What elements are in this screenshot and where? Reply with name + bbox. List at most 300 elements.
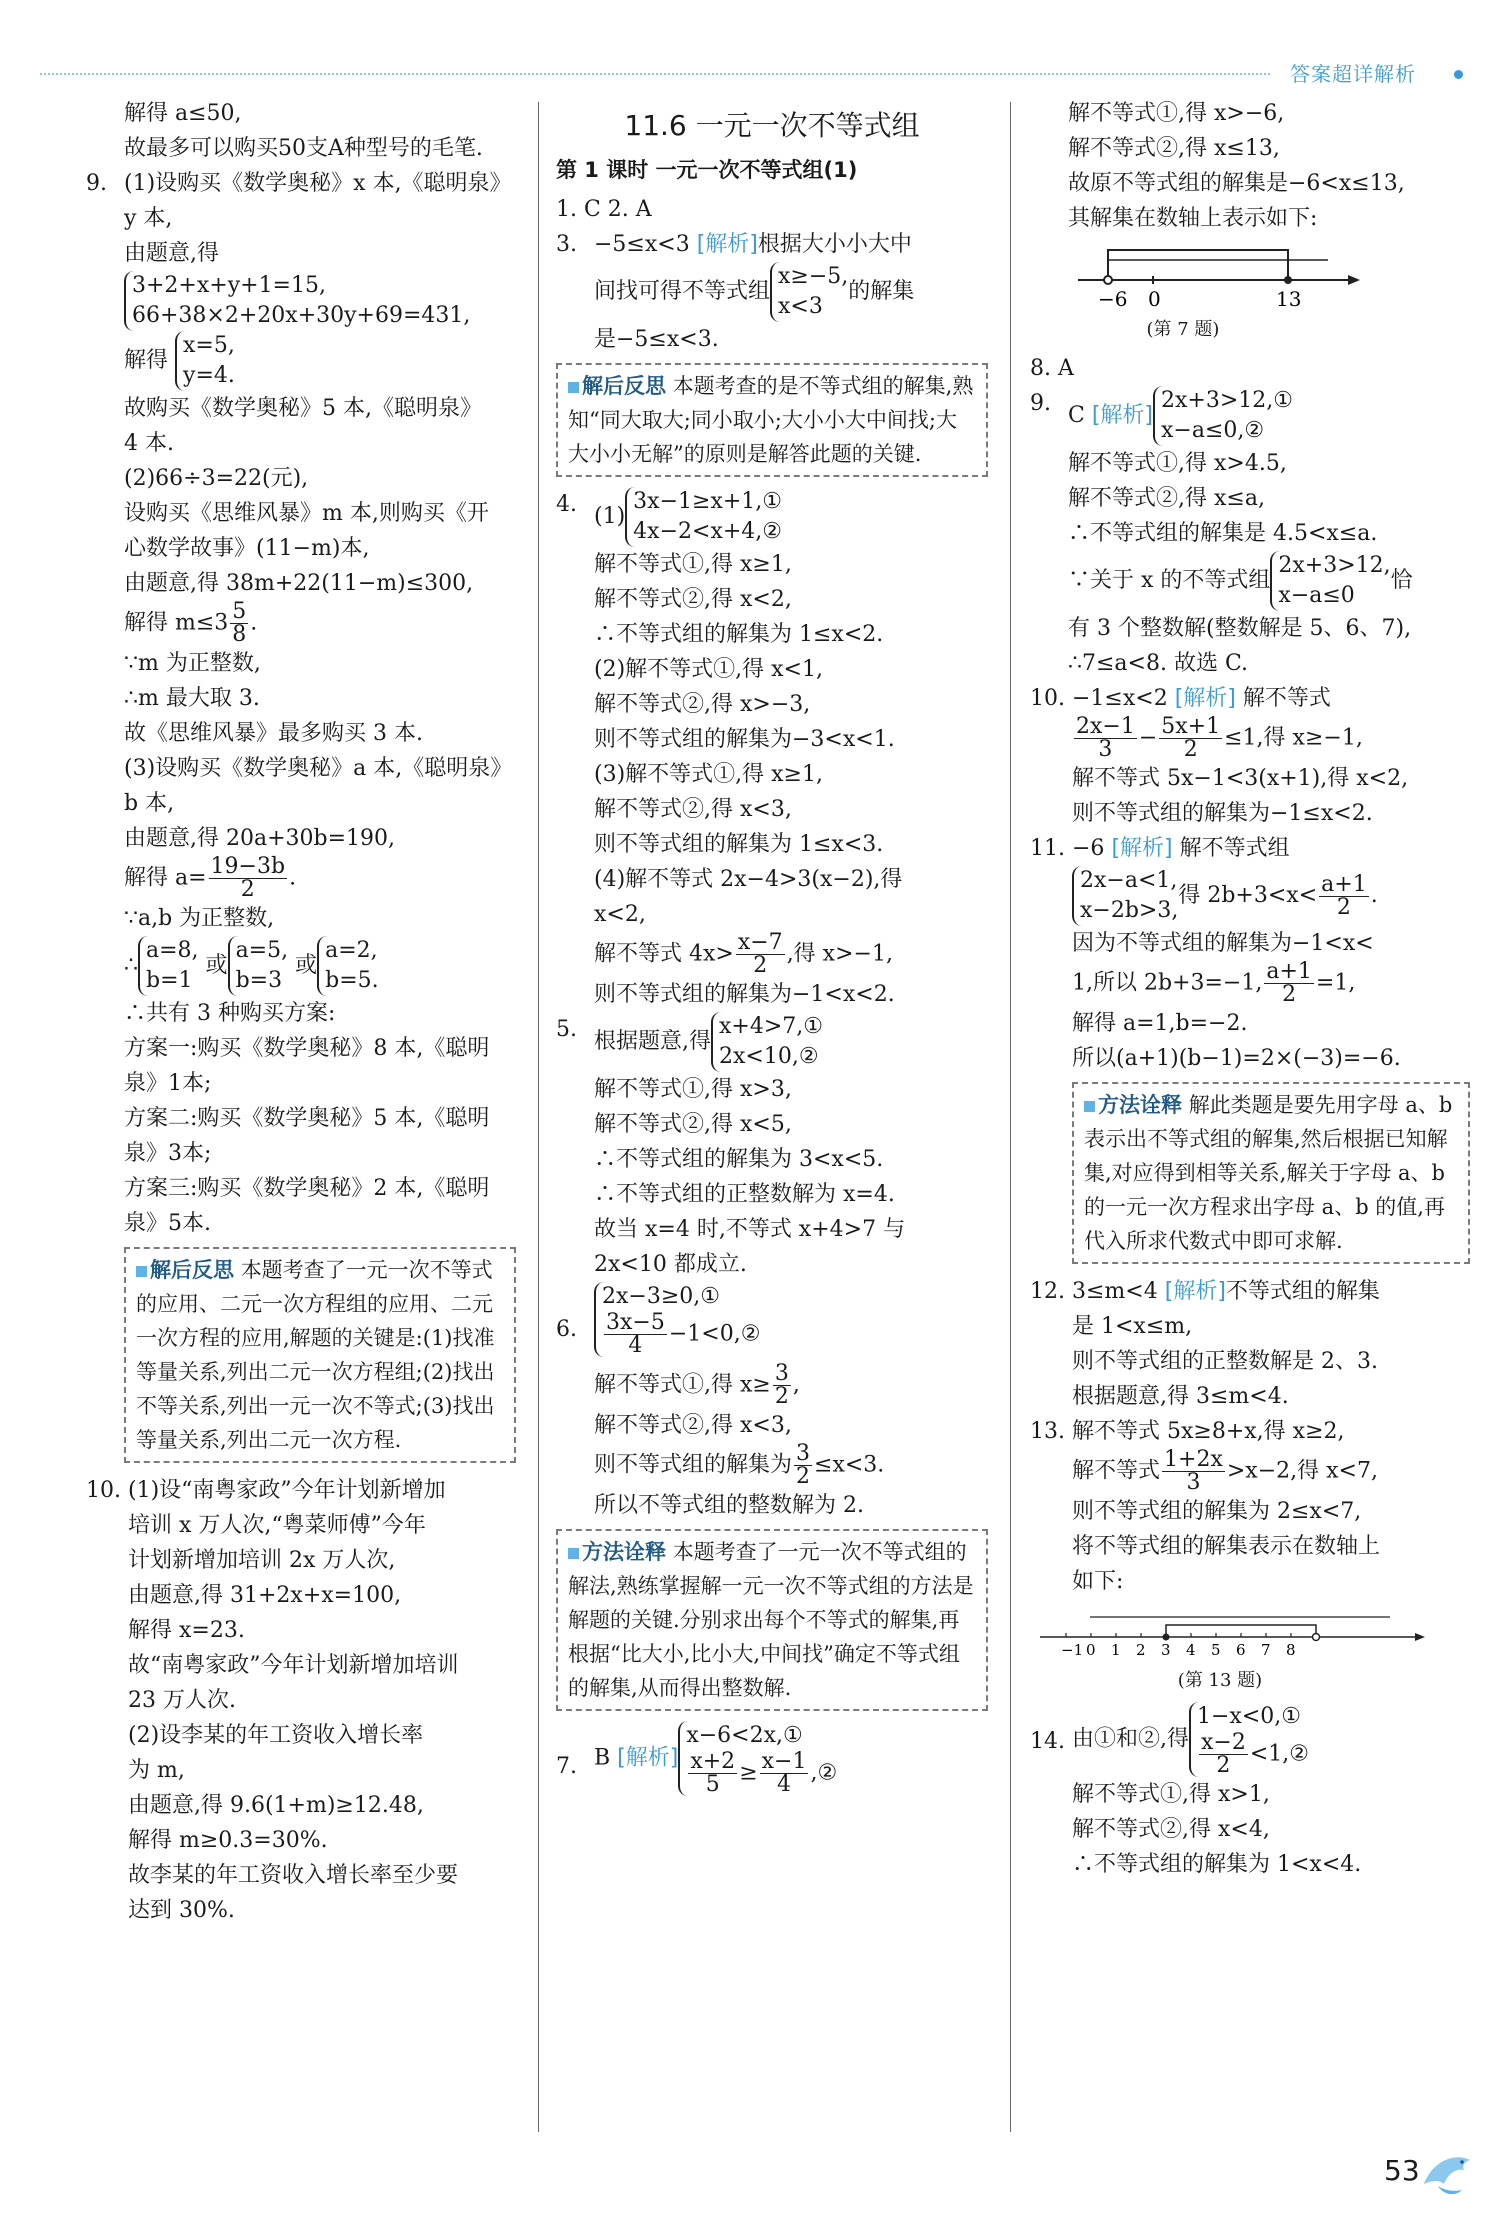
- question-11: [1030, 831, 1470, 1264]
- text: 解不等式组: [1179, 836, 1290, 861]
- text-line: [1072, 866, 1470, 926]
- text-line: [594, 487, 988, 547]
- equation: 3+2+x+y+1=15,: [132, 273, 326, 298]
- text-line: ∵a,b 为正整数,: [124, 906, 275, 931]
- text-line: 解得 m≤3 $\frac{5}{8}$ .: [124, 599, 258, 647]
- text-line: 方案三:购买《数学奥秘》2 本,《聪明: [124, 1176, 490, 1201]
- question-9: [1030, 386, 1470, 681]
- text-line: 解得 a≤50,: [124, 101, 242, 126]
- numerator: 5x+1: [1161, 714, 1221, 739]
- denominator: 2: [1282, 982, 1297, 1007]
- header-title: 答案超详解析: [1290, 62, 1416, 86]
- text-line: (3)设购买《数学奥秘》a 本,《聪明泉》: [124, 756, 513, 781]
- text: ∵关于 x 的不等式组: [1068, 568, 1271, 593]
- text-line: [1068, 386, 1470, 446]
- tick-label: 5: [1211, 1641, 1221, 1659]
- text-line: 由题意,得 38m+22(11−m)≤300,: [124, 571, 474, 596]
- question-10: [1030, 681, 1470, 831]
- inequality-system: [625, 487, 782, 547]
- text-line: 因为不等式组的解集为−1<x<: [1072, 931, 1374, 956]
- number-line: [1030, 1603, 1430, 1663]
- tick-label: −6: [1098, 287, 1128, 311]
- text-line: (2)设李某的年工资收入增长率: [128, 1723, 424, 1748]
- box-text: 本题考查的是不等式组的解集,熟知“同大取大;同小取小;大小小大中间找;大大小小无解”的原则是解答此题的关键.: [568, 374, 974, 466]
- equation: b=1: [146, 968, 193, 993]
- question-number: 4.: [556, 492, 577, 517]
- fraction: [1162, 1449, 1225, 1494]
- denominator: 8: [232, 622, 247, 647]
- text-line: 方案一:购买《数学奥秘》8 本,《聪明: [124, 1036, 490, 1061]
- text-line: (2)解不等式①,得 x<1,: [594, 657, 823, 682]
- case-system: [138, 936, 199, 996]
- fraction: [1074, 716, 1137, 761]
- tick-label: 0: [1148, 287, 1161, 311]
- header-dot: [1454, 70, 1463, 79]
- text-line: 心数学故事》(11−m)本,: [124, 536, 370, 561]
- text-line: 解不等式②,得 x<3,: [594, 797, 792, 822]
- analysis-tag: [解析]: [1174, 686, 1236, 711]
- fraction: [230, 601, 248, 646]
- text: 解不等式 4x>: [594, 941, 734, 967]
- text-line: ∴m 最大取 3.: [124, 686, 260, 711]
- number-line: [1068, 240, 1368, 312]
- text-line: ∴不等式组的解集为 1≤x<2.: [594, 622, 884, 647]
- question-4: [556, 487, 988, 1012]
- text: 解不等式: [1072, 1458, 1161, 1484]
- text: ∴: [124, 953, 138, 978]
- tick-label: −1: [1061, 1641, 1084, 1659]
- text-line: (4)解不等式 2x−4>3(x−2),得: [594, 867, 903, 892]
- text-line: [1072, 831, 1470, 866]
- equation: a=2,: [325, 938, 378, 963]
- text-line: 解得 x=23.: [128, 1618, 245, 1643]
- fraction: [1264, 961, 1314, 1006]
- axis-arrow: [1415, 1633, 1425, 1641]
- question-number: 12.: [1030, 1279, 1065, 1304]
- text-line: y 本,: [124, 206, 173, 231]
- fraction: [1159, 716, 1222, 761]
- text: ≥: [739, 1760, 758, 1786]
- text: 恰: [1390, 568, 1413, 593]
- question-14: [1030, 1702, 1470, 1882]
- question-number: 7.: [556, 1754, 577, 1779]
- text-line: 解不等式②,得 x≤a,: [1068, 486, 1265, 511]
- text: 的解集: [848, 279, 915, 304]
- text-line: 泉》5本.: [124, 1211, 211, 1236]
- denominator: 3: [1098, 737, 1113, 762]
- text: 解得 a=: [124, 865, 207, 891]
- inequality: x<3: [778, 294, 823, 319]
- text-line: 故原不等式组的解集是−6<x≤13,: [1068, 171, 1405, 196]
- question-6: [556, 1282, 988, 1523]
- text-line: 培训 x 万人次,“粤菜师傅”今年: [128, 1513, 426, 1538]
- text: 解不等式: [1242, 686, 1331, 711]
- question-number: 11.: [1030, 836, 1065, 861]
- numerator: x−7: [737, 930, 783, 955]
- text-line: [1072, 1274, 1470, 1309]
- text: 根据大小小大中: [757, 232, 912, 257]
- text-line: 解不等式①,得 x>4.5,: [1068, 451, 1287, 476]
- answer: −6: [1072, 836, 1105, 861]
- text-line: ∵m 为正整数,: [124, 651, 261, 676]
- text: −1<0,②: [668, 1321, 761, 1347]
- text-line: [1072, 681, 1470, 716]
- question-10: [86, 1473, 516, 1928]
- text-line: 解不等式②,得 x>−3,: [594, 692, 811, 717]
- text: 或: [295, 953, 318, 978]
- text-line: ∴不等式组的解集为 1<x<4.: [1072, 1852, 1362, 1877]
- text-line: 是 1<x≤m,: [1072, 1314, 1193, 1339]
- method-box: [1072, 1082, 1470, 1264]
- equation-system: [124, 271, 470, 331]
- numerator: x+2: [690, 1749, 736, 1774]
- question-9: [86, 166, 516, 1463]
- fraction: [209, 856, 288, 901]
- denominator: 2: [753, 953, 768, 978]
- column-divider: [538, 102, 539, 2132]
- numerator: 2x−1: [1076, 714, 1135, 739]
- text-line: [594, 1721, 988, 1796]
- fraction: [736, 932, 785, 977]
- text-line: 故当 x=4 时,不等式 x+4>7 与: [594, 1217, 906, 1242]
- equation: x=5,: [183, 333, 235, 358]
- text-line: 达到 30%.: [128, 1898, 235, 1923]
- answer-line: 1. C 2. A: [556, 197, 652, 222]
- open-point: [1104, 276, 1112, 284]
- text-line: 解不等式②,得 x<2,: [594, 587, 792, 612]
- text-line: 则不等式组的解集为−3<x<1.: [594, 727, 895, 752]
- text-line: 有 3 个整数解(整数解是 5、6、7),: [1068, 616, 1412, 641]
- text-line: 解不等式 5x−1<3(x+1),得 x<2,: [1072, 766, 1409, 791]
- answer: −5≤x<3: [594, 232, 690, 257]
- text-line: [594, 1012, 988, 1072]
- numerator: x−2: [1201, 1730, 1246, 1755]
- box-label: 解后反思: [568, 374, 666, 398]
- text-line: 其解集在数轴上表示如下:: [1068, 206, 1318, 231]
- text-line: 解得 a=1,b=−2.: [1072, 1011, 1248, 1036]
- tick-label: 3: [1161, 1641, 1171, 1659]
- inequality-system: [1270, 551, 1390, 611]
- open-point: [1313, 1634, 1320, 1641]
- inequality: x≥−5,: [778, 264, 849, 289]
- text-line: [594, 262, 988, 322]
- tick-label: 6: [1236, 1641, 1246, 1659]
- lesson-title: 第 1 课时 一元一次不等式组(1): [556, 158, 858, 182]
- text-line: 由题意,得: [124, 241, 219, 266]
- text-line: 泉》3本;: [124, 1141, 212, 1166]
- box-label: 方法诠释: [568, 1540, 666, 1564]
- text: 解得 m≤3: [124, 610, 229, 636]
- fraction: [688, 1751, 737, 1796]
- inequality-system: [594, 1282, 760, 1357]
- text-line: 是−5≤x<3.: [594, 327, 719, 352]
- denominator: 2: [1336, 894, 1351, 920]
- inequality: x−2b>3,: [1080, 898, 1179, 923]
- analysis-tag: [解析]: [1091, 403, 1154, 428]
- text-line: 故购买《数学奥秘》5 本,《聪明泉》: [124, 396, 482, 421]
- question-number: 5.: [556, 1017, 577, 1042]
- inequality: 4x−2<x+4,②: [633, 519, 782, 544]
- text-line: (2)66÷3=22(元),: [124, 466, 309, 491]
- column-right: [1030, 96, 1470, 1882]
- text-line: 所以(a+1)(b−1)=2×(−3)=−6.: [1072, 1046, 1401, 1071]
- case-system: [228, 936, 289, 996]
- inequality-system: [711, 1012, 823, 1072]
- inequality: x+4>7,①: [719, 1014, 823, 1039]
- fraction: [1199, 1732, 1248, 1777]
- text-line: 23 万人次.: [128, 1688, 236, 1713]
- text-line: 故最多可以购买50支A种型号的毛笔.: [124, 136, 483, 161]
- text-line: [1072, 716, 1470, 761]
- text-line: 由题意,得 9.6(1+m)≥12.48,: [128, 1793, 424, 1818]
- inequality: x−a≤0: [1278, 583, 1355, 608]
- text-line: 解不等式②,得 x<3,: [594, 1413, 792, 1438]
- section-title: 11.6 一元一次不等式组: [624, 109, 920, 142]
- text: ≤x<3.: [814, 1452, 885, 1478]
- text-line: 故“南粤家政”今年计划新增加培训: [128, 1653, 459, 1678]
- text: >x−2,得 x<7,: [1226, 1458, 1378, 1484]
- text-line: 根据题意,得 3≤m<4.: [1072, 1384, 1289, 1409]
- text: 解得: [124, 348, 169, 373]
- equation: y=4.: [183, 363, 235, 388]
- box-text: 解此类题是要先用字母 a、b 表示出不等式组的解集,然后根据已知解集,对应得到相等关系,解关于字母 a、b 的一元一次方程求出字母 a、b 的值,再代入所求代数式中即可求解.: [1084, 1093, 1453, 1253]
- tick-label: 4: [1186, 1641, 1196, 1659]
- text-line: x<2,: [594, 902, 646, 927]
- text-line: 故李某的年工资收入增长率至少要: [128, 1863, 459, 1888]
- fraction: [773, 1363, 791, 1408]
- text-line: 解得 m≥0.3=30%.: [128, 1828, 328, 1853]
- tick-label: 7: [1261, 1641, 1271, 1659]
- text-line: 解不等式②,得 x<5,: [594, 1112, 792, 1137]
- question-13: [1030, 1414, 1470, 1599]
- text-line: 将不等式组的解集表示在数轴上: [1072, 1534, 1381, 1559]
- numerator: x−1: [761, 1749, 807, 1774]
- numerator: 3: [796, 1441, 811, 1466]
- text-line: 解不等式①,得 x≥1,: [594, 552, 792, 577]
- text-line: (3)解不等式①,得 x≥1,: [594, 762, 823, 787]
- text-line: b 本,: [124, 791, 175, 816]
- text-line: 则不等式组的解集为−1<x<2.: [594, 982, 895, 1007]
- text: ,得 x>−1,: [786, 941, 893, 967]
- text-line: 解不等式 5x≥8+x,得 x≥2,: [1072, 1419, 1345, 1444]
- answer: B: [594, 1745, 611, 1771]
- question-number: 9.: [86, 171, 107, 196]
- text-line: 计划新增加培训 2x 万人次,: [128, 1548, 396, 1573]
- inequality: 2x−a<1,: [1080, 868, 1178, 893]
- column-left: [86, 96, 516, 1928]
- inequality-system: [1153, 386, 1293, 446]
- equation: a=8,: [146, 938, 199, 963]
- text-line: [594, 932, 988, 977]
- question-5: [556, 1012, 988, 1282]
- number-line-figure-7: [1068, 240, 1470, 347]
- header-rule: [40, 73, 1270, 75]
- answer-line: 8. A: [1030, 356, 1074, 381]
- text: 不等式组的解集: [1225, 1279, 1380, 1304]
- text-line: [594, 227, 988, 262]
- dolphin-icon: [1418, 2140, 1478, 2200]
- denominator: 5: [705, 1772, 720, 1797]
- text-line: 方案二:购买《数学奥秘》5 本,《聪明: [124, 1106, 490, 1131]
- inequality-system: [1072, 866, 1178, 926]
- text: 根据题意,得: [594, 1029, 711, 1054]
- text: .: [1370, 883, 1378, 908]
- denominator: 3: [1186, 1470, 1201, 1495]
- reflection-box: [556, 363, 988, 477]
- solution-system: [175, 331, 235, 391]
- question-12: [1030, 1274, 1470, 1414]
- question-number: 6.: [556, 1317, 577, 1342]
- text-line: [1072, 1702, 1470, 1777]
- text: 或: [205, 953, 228, 978]
- analysis-tag: [解析]: [1111, 836, 1173, 861]
- fraction: [760, 1751, 809, 1796]
- denominator: 4: [777, 1772, 792, 1797]
- box-text: 本题考查了一元一次不等式的应用、二元一次方程组的应用、二元一次方程的应用,解题的关键是:(1)找准等量关系,列出二元一次方程组;(2)找出不等关系,列出一元一次不等式;(3)找出等量关系,列出二元一次方程.: [136, 1258, 495, 1452]
- analysis-tag: [解析]: [696, 232, 758, 257]
- numerator: a+1: [1321, 871, 1367, 897]
- text-line: 故《思维风暴》最多购买 3 本.: [124, 721, 423, 746]
- text-line: 解不等式①,得 x>1,: [1072, 1782, 1270, 1807]
- inequality-system: [770, 262, 848, 322]
- answer: −1≤x<2: [1072, 686, 1168, 711]
- denominator: 2: [1216, 1753, 1231, 1778]
- box-text: 本题考查了一元一次不等式组的解法,熟练掌握解一元一次不等式组的方法是解题的关键.分别求出每个不等式的解集,再根据“比大小,比小大,中间找”确定不等式组的解集,从而得出整数解.: [568, 1540, 974, 1700]
- question-number: 10.: [86, 1478, 121, 1503]
- fraction: [794, 1443, 812, 1488]
- text-line: 解不等式①,得 x>−6,: [1068, 101, 1285, 126]
- axis-arrow: [1348, 275, 1360, 285]
- text: ≤1,得 x≥−1,: [1224, 725, 1363, 751]
- inequality: 1−x<0,①: [1197, 1704, 1301, 1729]
- text-line: [1072, 961, 1470, 1006]
- case-system: [317, 936, 379, 996]
- question-number: 9.: [1030, 391, 1051, 416]
- inequality: 3x−1≥x+1,①: [633, 489, 782, 514]
- text-line: ∴不等式组的解集是 4.5<x≤a.: [1068, 521, 1378, 546]
- text-line: [1072, 1449, 1470, 1494]
- question-number: 10.: [1030, 686, 1065, 711]
- inequality: 2x−3≥0,①: [602, 1284, 720, 1309]
- tick-label: 1: [1111, 1641, 1121, 1659]
- analysis-tag: [解析]: [1164, 1279, 1226, 1304]
- numerator: 1+2x: [1164, 1447, 1223, 1472]
- text-line: 由题意,得 20a+30b=190,: [124, 826, 396, 851]
- page-number: 53: [1384, 2154, 1420, 2187]
- text-line: [594, 1363, 988, 1408]
- text-line: 如下:: [1072, 1569, 1124, 1594]
- number-line-figure-13: [1030, 1603, 1470, 1698]
- denominator: 2: [1183, 737, 1198, 762]
- question-number: 14.: [1030, 1729, 1065, 1754]
- closed-point: [1284, 276, 1292, 284]
- denominator: 2: [774, 1384, 789, 1409]
- text: ,: [792, 1372, 800, 1398]
- box-label: 方法诠释: [1084, 1093, 1182, 1117]
- numerator: 19−3b: [210, 854, 286, 879]
- text-line: 4 本.: [124, 431, 174, 456]
- question-number: 3.: [556, 232, 577, 257]
- column-middle: [556, 96, 988, 1796]
- denominator: 2: [240, 877, 255, 902]
- equation: b=5.: [325, 968, 379, 993]
- text-line: 解不等式②,得 x≤13,: [1068, 136, 1280, 161]
- text-line: 解不等式①,得 x>3,: [594, 1077, 792, 1102]
- inequality: [602, 1312, 760, 1357]
- solution-bracket: [1108, 250, 1288, 280]
- tick-label: 8: [1286, 1641, 1296, 1659]
- text-line: [1068, 551, 1470, 611]
- equation: 66+38×2+20x+30y+69=431,: [132, 303, 471, 328]
- numerator: 3: [774, 1361, 789, 1386]
- text-line: 设购买《思维风暴》m 本,则购买《开: [124, 501, 489, 526]
- question-7-continued: [1030, 96, 1470, 347]
- inequality-system: [1189, 1702, 1309, 1777]
- text: 1,所以 2b+3=−1,: [1072, 970, 1263, 996]
- equation: b=3: [235, 968, 283, 993]
- numerator: a+1: [1266, 959, 1312, 984]
- box-label: 解后反思: [136, 1258, 234, 1282]
- column-divider: [1010, 102, 1011, 2132]
- tick-label: 13: [1276, 287, 1302, 311]
- text-line: 解得 a= $\frac{19-3b}{2}$ .: [124, 854, 297, 902]
- text-line: 则不等式组的正整数解是 2、3.: [1072, 1349, 1378, 1374]
- text-line: ∴不等式组的正整数解为 x=4.: [594, 1182, 895, 1207]
- text-line: 2x<10 都成立.: [594, 1252, 747, 1277]
- answer: C: [1068, 403, 1085, 428]
- text: 间找可得不等式组: [594, 279, 771, 304]
- equation: a=5,: [235, 938, 289, 963]
- inequality-system: [678, 1721, 837, 1796]
- question-7: [556, 1721, 988, 1796]
- text-line: 解不等式②,得 x<4,: [1072, 1817, 1270, 1842]
- question-number: 13.: [1030, 1419, 1065, 1444]
- text: (1): [594, 504, 626, 529]
- text: <1,②: [1249, 1741, 1309, 1767]
- text: 则不等式组的解集为: [594, 1452, 793, 1478]
- text: =1,: [1315, 970, 1356, 996]
- fraction: [1319, 871, 1369, 920]
- inequality: x−a≤0,②: [1161, 418, 1265, 443]
- text-line: 则不等式组的解集为 1≤x<3.: [594, 832, 884, 857]
- inequality: 2x<10,②: [719, 1044, 819, 1069]
- text: 由①和②,得: [1072, 1726, 1189, 1752]
- text-line: 所以不等式组的整数解为 2.: [594, 1493, 864, 1518]
- figure-caption: (第 7 题): [1146, 319, 1220, 340]
- question-3: [556, 227, 988, 357]
- text-line: ∴7≤a<8. 故选 C.: [1068, 651, 1248, 676]
- answer: 3≤m<4: [1072, 1279, 1158, 1304]
- text-line: 为 m,: [128, 1758, 185, 1783]
- text-line: 则不等式组的解集为 2≤x<7,: [1072, 1499, 1362, 1524]
- numerator: 5: [232, 599, 247, 624]
- reflection-box: [124, 1247, 516, 1463]
- text-line: ∴共有 3 种购买方案:: [124, 1001, 336, 1026]
- numerator: 3x−5: [606, 1310, 665, 1335]
- solution-line: [124, 331, 516, 391]
- text-line: 由题意,得 31+2x+x=100,: [128, 1583, 402, 1608]
- denominator: 2: [796, 1464, 811, 1489]
- tick-label: 2: [1136, 1641, 1146, 1659]
- inequality: [686, 1751, 837, 1796]
- inequality: 2x+3>12,: [1278, 553, 1391, 578]
- denominator: 4: [628, 1333, 643, 1358]
- method-box: [556, 1529, 988, 1711]
- inequality: 2x+3>12,①: [1161, 388, 1293, 413]
- analysis-tag: [解析]: [617, 1745, 679, 1771]
- inequality: [1197, 1732, 1309, 1777]
- fraction: [604, 1312, 667, 1357]
